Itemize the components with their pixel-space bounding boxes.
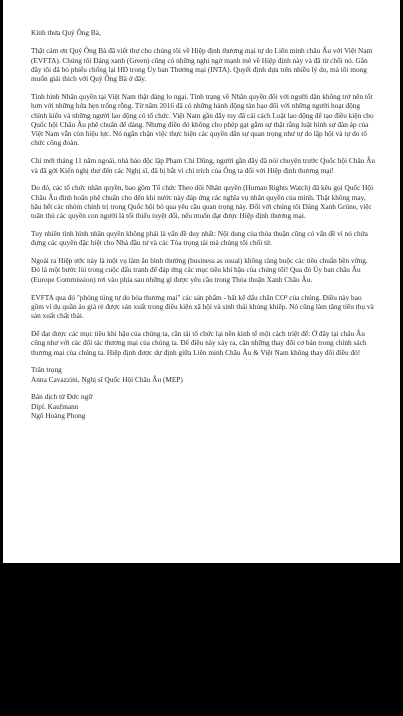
- signature-block: [31, 365, 376, 384]
- letter-page: [3, 0, 400, 563]
- translation-label: Bản dịch từ Đức ngữ: [31, 392, 93, 402]
- translator-title: Dipl. Kaufmann: [31, 401, 79, 411]
- paragraph-journalist-arrest: Chỉ mới tháng 11 năm ngoái, nhà báo độc lập Phạm Chí Dũng, người gần đây đã nói chuyện trước Quốc hội Châu Âu và đã gởi Kiến nghị thư đến các Nghị sĩ, đã bị bắt vì chỉ trích của Ông ta đối với Hiệp định thương mại!: [31, 156, 376, 175]
- letter-greeting: Kính thưa Quý Ông Bà,: [31, 28, 101, 37]
- paragraph-evfta-intro: Thật cảm ơn Quý Ông Bà đã viết thư cho chúng tôi về Hiệp định thương mại tự do Liên minh châu Âu với Việt Nam (EVFTA). Chúng tôi Đảng xanh (Green) cũng có những nghi ngờ mạnh mẽ về Hiệp định này và đã từ chối nó. Gần đây tôi đã bỏ phiếu chống lại HĐ trong Ủy ban Thương mại (INTA). Quyết định dựa trên nhiều lý do, mà tôi mong muốn giải thích với Quý Ông Bà ở đây.: [31, 46, 373, 84]
- signer-name: Anna Cavazzini, Nghị sĩ Quốc Hội Châu Âu (MEP): [31, 374, 183, 384]
- translator-name: Ngô Hoàng Phong: [31, 411, 86, 420]
- paragraph-co2-products: EVFTA qua đó "phóng túng tự do hóa thương mại" các sản phẩm - bất kể dấu chân CO² của chúng. Điều này bao gồm ví dụ quần áo giá rẻ được sản xuất trong điều kiện xã hội và sinh thái khủng khiếp. Nó cũng làm tăng tiêu thụ và sản xuất chất thải.: [31, 292, 374, 321]
- paragraph-investor-rights: Tuy nhiên tình hình nhân quyền không phải là vấn đề duy nhất: Nội dung của thỏa thuận cũng có vấn đề vì nó chứa đựng các quyền đặc biệt cho Nhà đầu tư và các Tòa trọng tài mà chúng tôi chối từ.: [31, 229, 368, 248]
- paragraph-climate-standards: Ngoài ra Hiệp ước này là một vụ làm ăn bình thường (business as usual) không ràng buộc các tiêu chuẩn bền vững. Đó là một bước lùi trong cuộc đấu tranh để đáp ứng các mục tiêu khí hậu của chúng tôi! Qua đó Ủy ban châu Âu (Europe Commission) rơi vào phía sau những gì được yêu cầu trong Thỏa thuận Xanh Châu Âu.: [31, 256, 368, 284]
- paragraph-economic-reorganization: Để đạt được các mục tiêu khí hậu của chúng ta, cần tái tổ chức lại nền kinh tế một cách triệt để: Ở đây tại châu Âu cũng như với các đối tác thương mại của chúng ta. Để điều này xảy ra, cần những thay đổi cơ bản trong chính sách thương mại của chúng ta. Hiệp định được dự định giữa Liên minh Châu Âu & Việt Nam không thay đổi điều đó!: [31, 328, 367, 357]
- translator-block: [31, 392, 376, 420]
- paragraph-ngo-appeal: Do đó, các tổ chức nhân quyền, bao gồm Tổ chức Theo dõi Nhân quyền (Human Rights Watch) đã kêu gọi Quốc Hội Châu Âu đình hoãn phê chuẩn cho đến khi nước này đáp ứng các nghĩa vụ nhân quyền của mình. Thật không may, hầu hết các nhóm chính trị trong Quốc hội bỏ qua yêu cầu quan trọng này. Đối với chúng tôi Đảng Xanh Grüne, việc tuân thủ các quyền con người là tối thiểu tuyệt đối, nếu muốn đạt được Hiệp định thương mại.: [31, 183, 374, 221]
- closing-text: Trân trọng: [31, 365, 62, 375]
- paragraph-human-rights: Tình hình Nhân quyền tại Việt Nam thật đáng lo ngại. Tình trạng về Nhân quyền đối với người dân không trở nên tốt hơn với những hứa hẹn trống rỗng. Từ năm 2016 đã có những hành động tàn bạo đối với những người hoạt động chính kiến và những người lao động có tổ chức. Việt Nam gần đây tuy đã cải cách Luật lao động để tạo điều kiện cho Quốc hội Châu Âu phê chuẩn để dàng. Nhưng điều đó không cho phép gạt gẫm sự thật rằng luật hình sự đàn áp của Việt Nam vẫn còn hiệu lực. Nó ngăn chặn việc thực hiện các quyền dân sự quan trọng như tự do lập hội và tự do tổ chức công đoàn.: [31, 91, 374, 148]
